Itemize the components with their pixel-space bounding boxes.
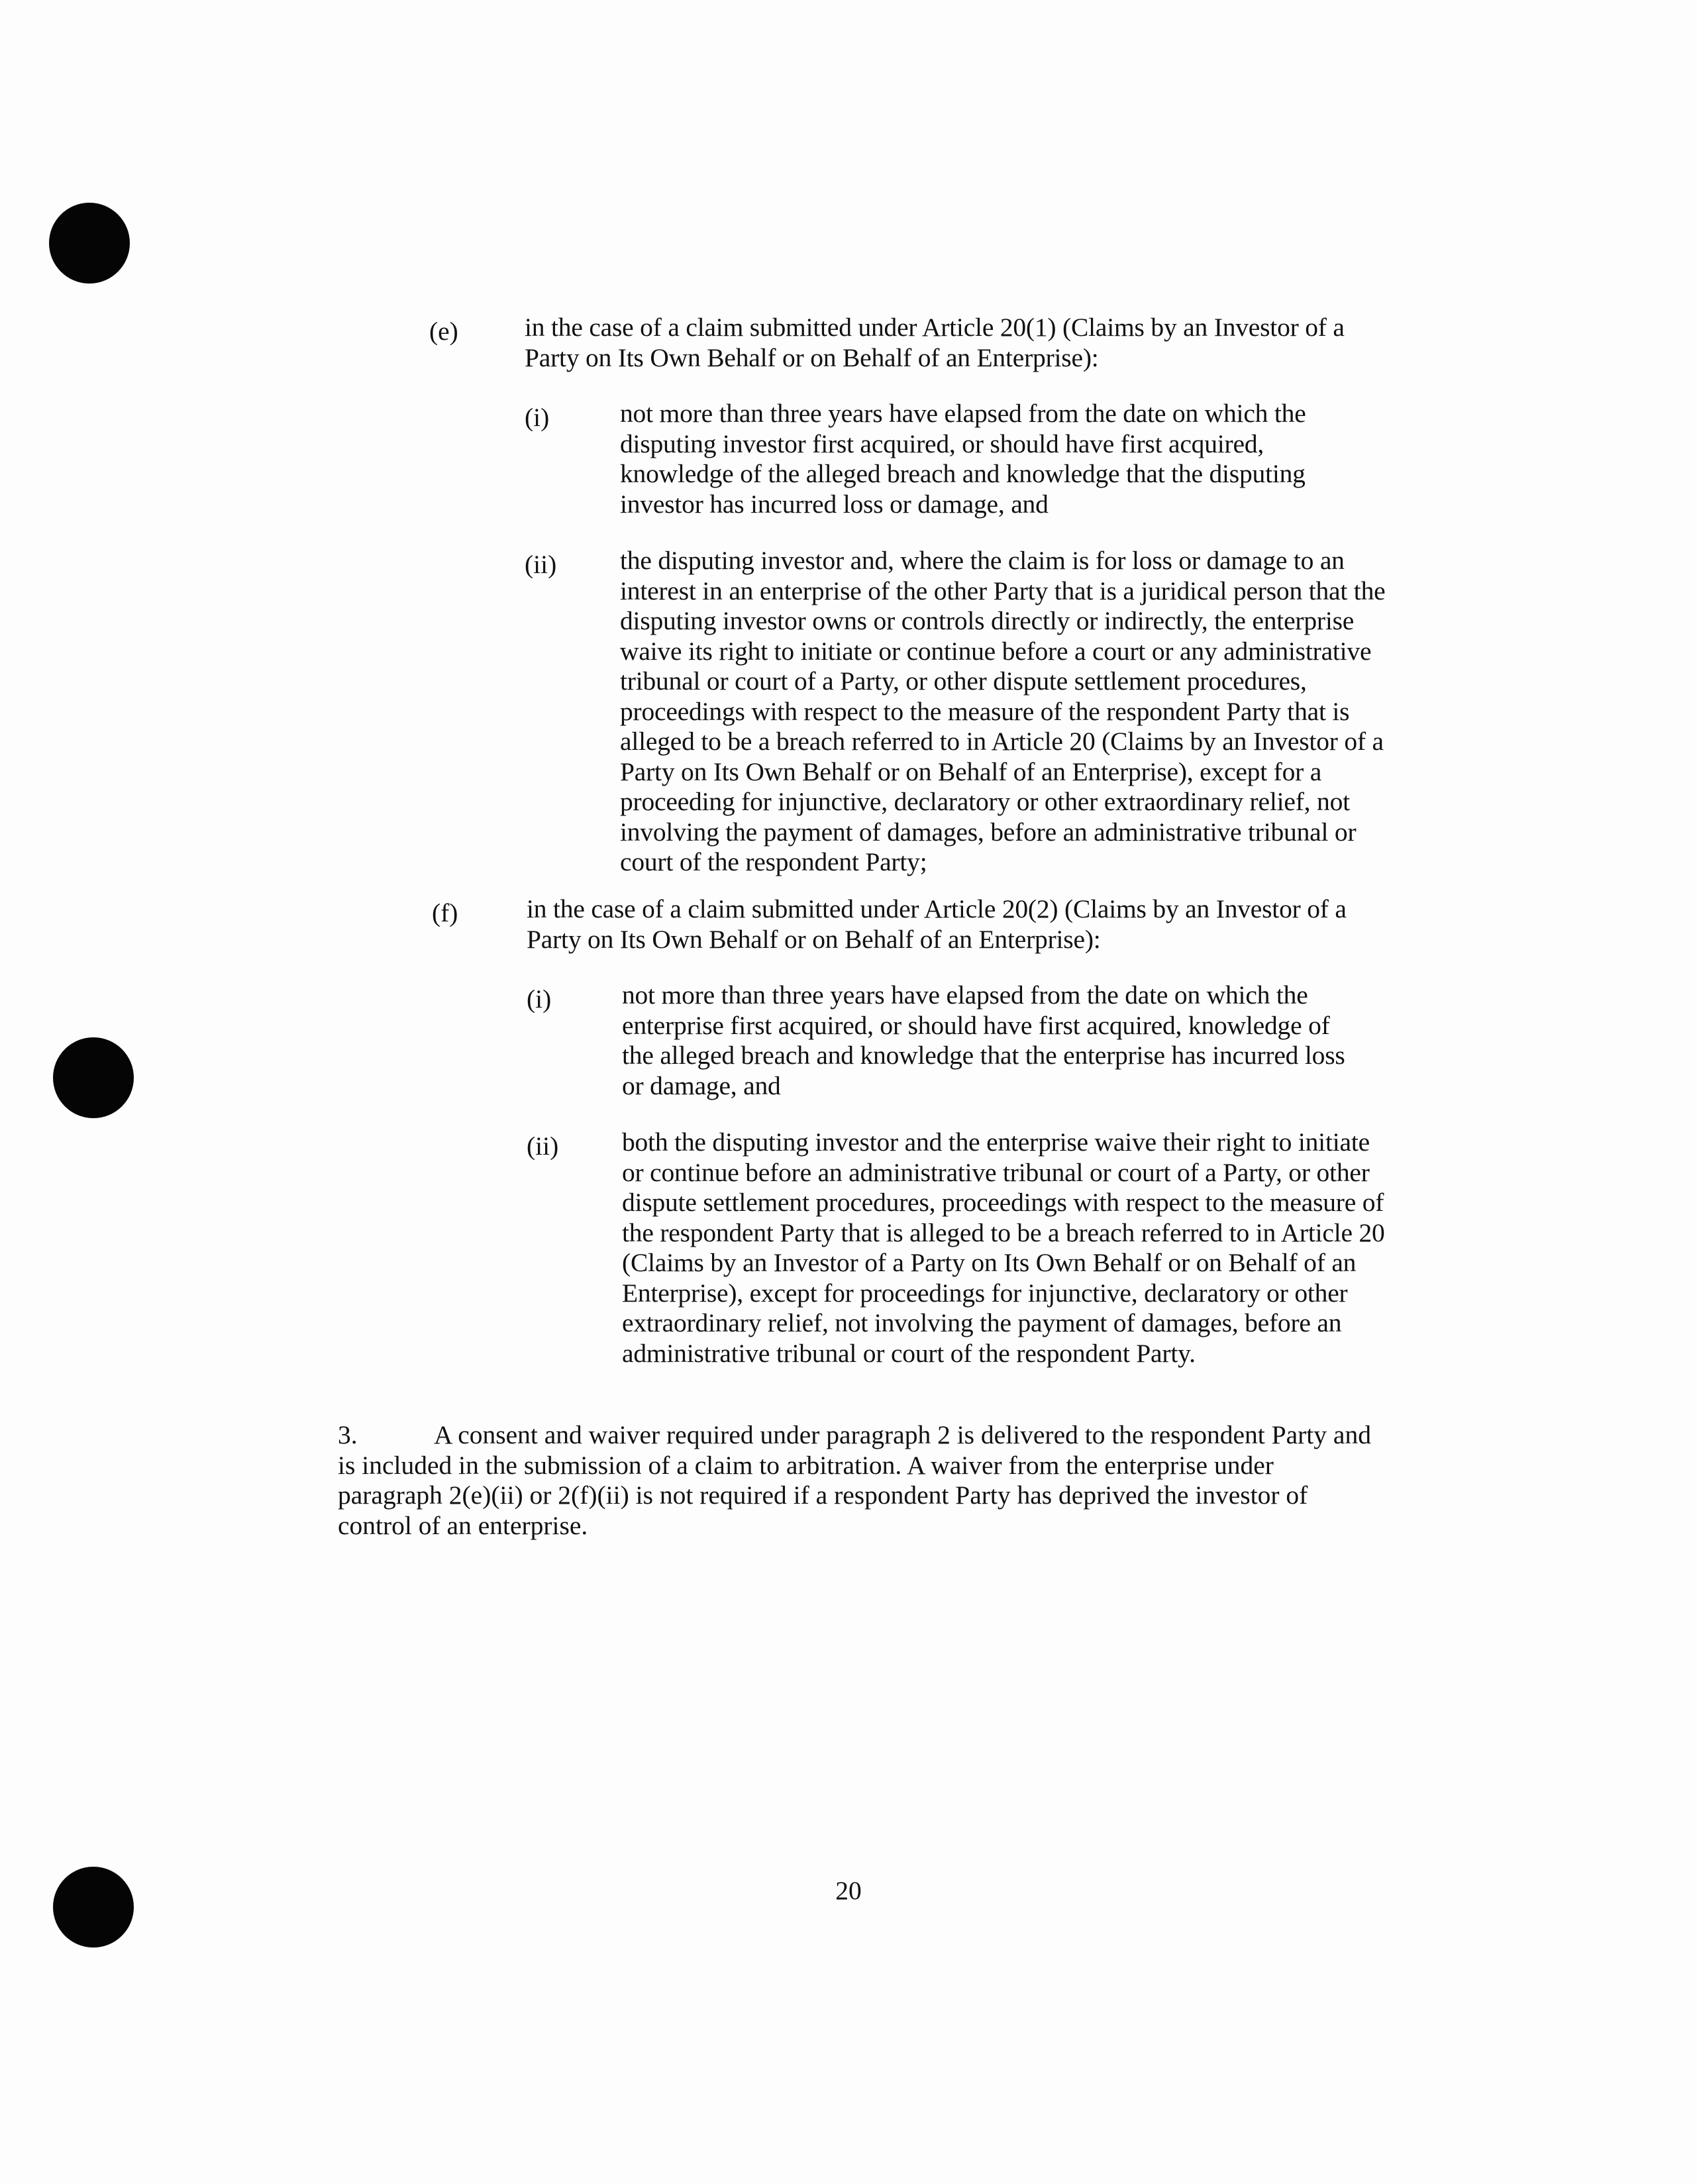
page-number: 20	[835, 1876, 862, 1905]
paragraph-number: 3.	[338, 1420, 358, 1449]
subitem-label: (ii)	[527, 1131, 559, 1161]
punch-hole	[49, 203, 130, 284]
subitem-label: (ii)	[525, 550, 557, 579]
subitem-text: the disputing investor and, where the claim is for loss or damage to an interest in an enterprise of the other Party that is a juridical person that the disputing investor owns or controls directly or indirectly, the enterprise waive its right to initiate or continue before a court or any administrative tribunal or court of a Party, or other dispute settlement procedures, proceedings with respect to the measure of the respondent Party that is alleged to be a breach referred to in Article 20 (Claims by an Investor of a Party on Its Own Behalf or on Behalf of an Enterprise), except for a proceeding for injunctive, declaratory or other extraordinary relief, not involving the payment of damages, before an administrative tribunal or court of the respondent Party;	[620, 546, 1386, 876]
item-label: (f)	[432, 898, 458, 927]
subitem-label: (i)	[525, 403, 550, 432]
paragraph-text: A consent and waiver required under paragraph 2 is delivered to the respondent Party and is included in the submission of a claim to arbitration. A waiver from the enterprise under paragraph 2(e)(ii) or 2(f)(ii) is not required if a respondent Party has deprived the investor of control of an enterprise.	[338, 1420, 1371, 1540]
item-label: (e)	[429, 317, 458, 346]
subitem-text: both the disputing investor and the enterprise waive their right to initiate or continue before an administrative tribunal or court of a Party, or other dispute settlement procedures, proceedings with respect to the measure of the respondent Party that is alleged to be a breach referred to in Article 20 (Claims by an Investor of a Party on Its Own Behalf or on Behalf of an Enterprise), except for proceedings for injunctive, declaratory or other extraordinary relief, not involving the payment of damages, before an administrative tribunal or court of the respondent Party.	[622, 1127, 1385, 1368]
subitem-text: not more than three years have elapsed from the date on which the enterprise first acquired, or should have first acquired, knowledge of the alleged breach and knowledge that the enterprise has incurred loss or damage, and	[622, 980, 1345, 1100]
punch-hole	[53, 1037, 134, 1118]
item-text: in the case of a claim submitted under Article 20(2) (Claims by an Investor of a Party on Its Own Behalf or on Behalf of an Enterprise):	[527, 894, 1347, 954]
item-text: in the case of a claim submitted under Article 20(1) (Claims by an Investor of a Party on Its Own Behalf or on Behalf of an Enterprise):	[525, 313, 1345, 372]
subitem-label: (i)	[527, 984, 552, 1014]
subitem-text: not more than three years have elapsed from the date on which the disputing investor first acquired, or should have first acquired, knowledge of the alleged breach and knowledge that the disputing investor has incurred loss or damage, and	[620, 399, 1306, 519]
